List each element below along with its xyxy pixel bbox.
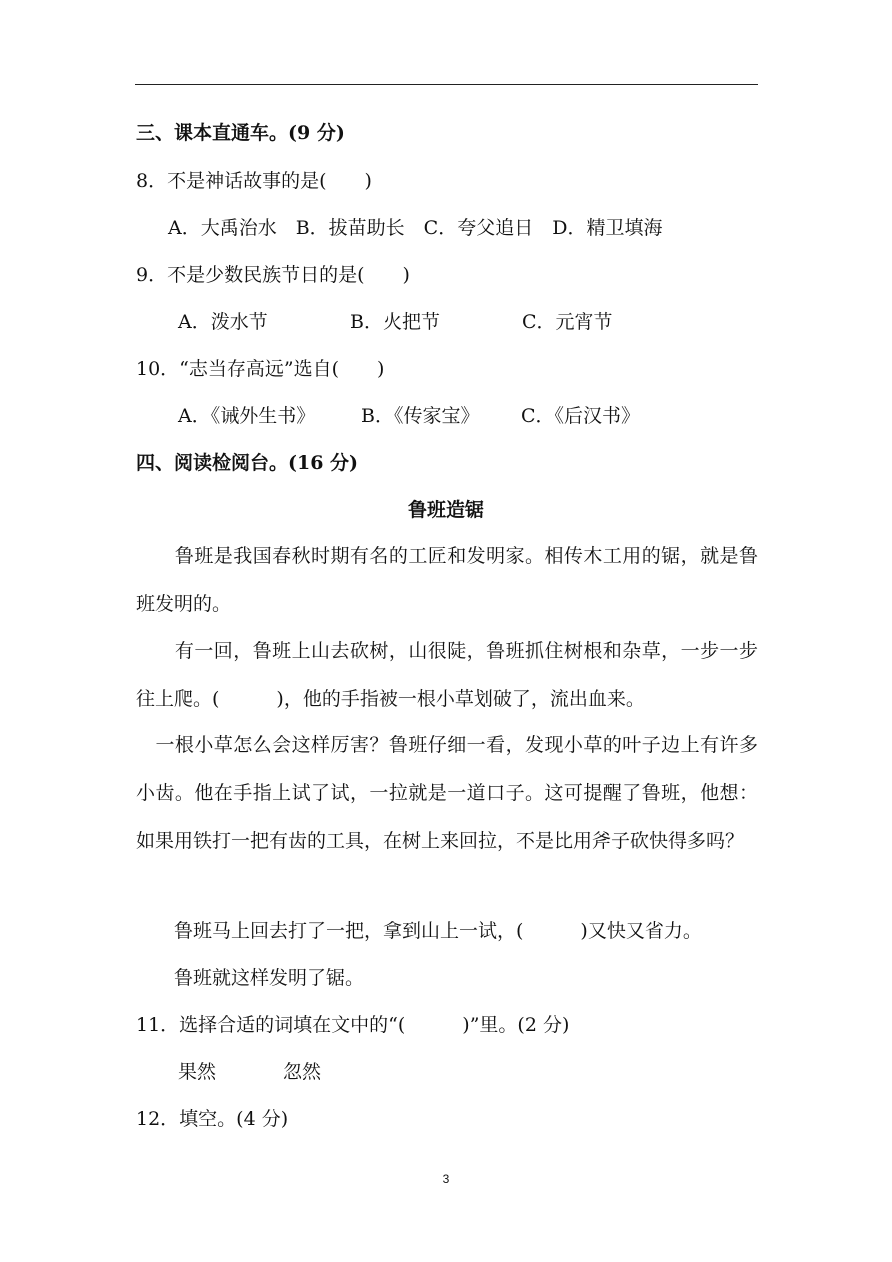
question-10-stem: 10．“志当存高远”选自( ) <box>136 358 385 380</box>
question-10-option-a: A．《诫外生书》 <box>178 405 316 427</box>
header-rule <box>135 84 758 85</box>
question-11-word-1: 果然 <box>178 1061 217 1083</box>
question-12-stem: 12．填空。(4 分) <box>136 1108 289 1130</box>
passage-paragraph-5: 鲁班就这样发明了锯。 <box>136 967 365 989</box>
passage-title: 鲁班造锯 <box>407 499 484 521</box>
question-8-options: A．大禹治水 B．拔苗助长 C．夸父追日 D．精卫填海 <box>168 217 663 239</box>
question-8-stem: 8．不是神话故事的是( ) <box>136 170 372 192</box>
question-11-stem: 11．选择合适的词填在文中的“( )”里。(2 分) <box>136 1014 570 1036</box>
question-9-option-b: B．火把节 <box>350 311 440 333</box>
section-4-heading: 四、阅读检阅台。(16 分) <box>136 452 359 474</box>
passage-paragraph-2: 有一回，鲁班上山去砍树，山很陡，鲁班抓住树根和杂草，一步一步往上爬。( )，他的手指被一根小草划破了，流出血来。 <box>136 640 758 710</box>
passage-paragraph-4: 鲁班马上回去打了一把，拿到山上一试，( )又快又省力。 <box>136 920 702 942</box>
question-9-stem: 9．不是少数民族节日的是( ) <box>136 264 410 286</box>
question-9-option-a: A．泼水节 <box>178 311 268 333</box>
question-10-option-b: B．《传家宝》 <box>361 405 480 427</box>
question-11-word-2: 忽然 <box>283 1061 322 1083</box>
passage-paragraph-1: 鲁班是我国春秋时期有名的工匠和发明家。相传木工用的锯，就是鲁班发明的。 <box>136 545 758 615</box>
question-10-option-c: C．《后汉书》 <box>521 405 641 427</box>
page-number: 3 <box>442 1172 450 1186</box>
section-3-heading: 三、课本直通车。(9 分) <box>136 122 345 144</box>
passage-paragraph-3: 一根小草怎么会这样厉害？鲁班仔细一看，发现小草的叶子边上有许多小齿。他在手指上试了试，一拉就是一道口子。这可提醒了鲁班，他想：如果用铁打一把有齿的工具，在树上来回拉，不是比用斧子砍快得多吗？ <box>136 734 758 852</box>
question-9-option-c: C．元宵节 <box>522 311 613 333</box>
